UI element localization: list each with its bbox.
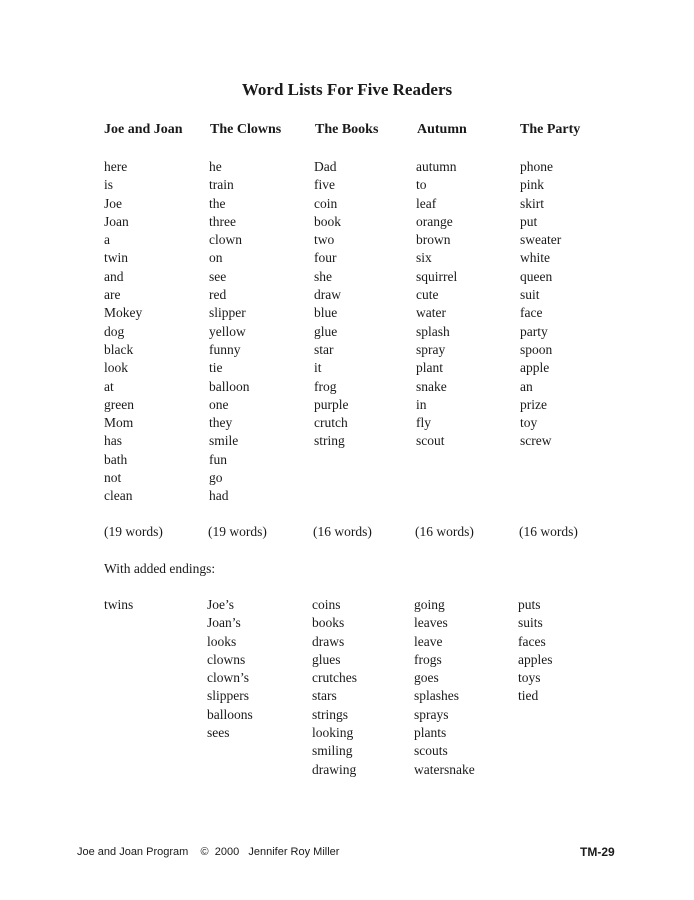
ending-word-item: slippers xyxy=(207,688,249,704)
ending-word-item: looks xyxy=(207,633,237,649)
ending-word-item: strings xyxy=(312,706,349,722)
ending-word-item: watersnake xyxy=(414,761,475,777)
word-item: red xyxy=(209,287,227,303)
ending-word-item: suits xyxy=(518,615,543,631)
word-item: orange xyxy=(416,213,453,229)
word-item: snake xyxy=(416,378,447,394)
word-item: three xyxy=(209,213,236,229)
footer-credit: Joe and Joan Program © 2000 Jennifer Roy Miller xyxy=(77,846,340,858)
ending-word-item: stars xyxy=(312,688,337,704)
ending-word-item: tied xyxy=(518,688,539,704)
word-item: Dad xyxy=(314,159,337,174)
word-item: spoon xyxy=(520,341,553,357)
word-item: a xyxy=(104,232,110,248)
word-item: go xyxy=(209,470,223,486)
word-item: star xyxy=(314,341,334,357)
word-item: crutch xyxy=(314,415,348,431)
word-item: see xyxy=(209,268,227,284)
ending-word-item: goes xyxy=(414,670,439,686)
word-item: he xyxy=(209,159,222,174)
word-item: green xyxy=(104,396,134,412)
word-list-the-clowns xyxy=(209,158,313,506)
page-title: Word Lists For Five Readers xyxy=(241,80,453,99)
word-item: Mom xyxy=(104,415,134,431)
ending-word-item: looking xyxy=(312,725,354,741)
word-item: frog xyxy=(314,378,337,394)
word-item: Joan xyxy=(104,213,129,229)
ending-word-item: clown’s xyxy=(207,670,249,686)
word-item: one xyxy=(209,396,229,412)
word-item: squirrel xyxy=(416,268,458,284)
word-item: six xyxy=(416,250,432,266)
word-item: autumn xyxy=(416,159,457,174)
word-item: funny xyxy=(209,341,241,357)
column-header-the-party: The Party xyxy=(520,122,581,137)
word-item: has xyxy=(104,433,122,449)
ending-word-item: books xyxy=(312,615,345,631)
word-item: string xyxy=(314,433,345,449)
word-item: skirt xyxy=(520,195,545,211)
word-item: it xyxy=(314,360,322,376)
column-header-the-clowns: The Clowns xyxy=(210,122,282,137)
word-list-the-books xyxy=(314,158,418,451)
ending-word-item: faces xyxy=(518,633,546,649)
word-list-joe-and-joan xyxy=(104,158,208,506)
word-item: at xyxy=(104,378,114,394)
word-item: purple xyxy=(314,396,349,412)
word-item: queen xyxy=(520,268,553,284)
word-item: train xyxy=(209,177,234,193)
ending-word-item: sprays xyxy=(414,706,449,722)
word-item: splash xyxy=(416,323,450,339)
column-header-the-books: The Books xyxy=(315,122,379,137)
word-item: plant xyxy=(416,360,443,376)
word-item: look xyxy=(104,360,129,376)
word-item: blue xyxy=(314,305,338,321)
word-item: prize xyxy=(520,396,547,412)
word-item: put xyxy=(520,213,538,229)
word-item: Mokey xyxy=(104,305,143,321)
ending-word-item: balloons xyxy=(207,706,253,722)
word-item: water xyxy=(416,305,446,321)
ending-word-item: twins xyxy=(104,597,134,612)
word-item: sweater xyxy=(520,232,562,248)
ending-word-item: toys xyxy=(518,670,541,686)
word-item: face xyxy=(520,305,543,321)
word-item: on xyxy=(209,250,223,266)
ending-word-item: drawing xyxy=(312,761,357,777)
ending-word-item: smiling xyxy=(312,743,353,759)
word-count-autumn: (16 words) xyxy=(415,524,474,539)
word-item: leaf xyxy=(416,195,437,211)
ending-word-item: Joan’s xyxy=(207,615,241,631)
ending-word-item: glues xyxy=(312,651,341,667)
ending-word-item: splashes xyxy=(414,688,459,704)
endings-label: With added endings: xyxy=(104,561,216,576)
word-item: white xyxy=(520,250,550,266)
word-item: yellow xyxy=(209,323,246,339)
word-item: dog xyxy=(104,323,125,339)
endings-list-joe-and-joan xyxy=(104,596,208,614)
ending-word-item: coins xyxy=(312,597,341,612)
word-item: tie xyxy=(209,360,223,376)
word-item: balloon xyxy=(209,378,250,394)
word-list-the-party xyxy=(520,158,624,451)
word-item: clown xyxy=(209,232,242,248)
word-item: four xyxy=(314,250,337,266)
ending-word-item: scouts xyxy=(414,743,448,759)
endings-list-the-clowns xyxy=(207,596,311,742)
ending-word-item: clowns xyxy=(207,651,246,667)
word-item: coin xyxy=(314,195,338,211)
page-number: TM-29 xyxy=(580,845,615,859)
word-item: smile xyxy=(209,433,239,449)
word-item: to xyxy=(416,177,427,193)
endings-list-autumn xyxy=(414,596,518,779)
word-item: in xyxy=(416,396,427,412)
word-item: phone xyxy=(520,159,553,174)
word-item: slipper xyxy=(209,305,246,321)
word-item: fly xyxy=(416,415,431,431)
ending-word-item: plants xyxy=(414,725,447,741)
word-item: draw xyxy=(314,287,341,303)
word-item: scout xyxy=(416,433,445,449)
word-item: she xyxy=(314,268,332,284)
word-item: apple xyxy=(520,360,550,376)
word-item: they xyxy=(209,415,233,431)
word-item: here xyxy=(104,159,128,174)
word-count-the-party: (16 words) xyxy=(519,524,578,539)
word-item: and xyxy=(104,268,124,284)
word-item: is xyxy=(104,177,114,193)
ending-word-item: sees xyxy=(207,725,230,741)
word-item: suit xyxy=(520,287,540,303)
word-item: clean xyxy=(104,488,133,504)
word-count-the-books: (16 words) xyxy=(313,524,372,539)
word-item: are xyxy=(104,287,121,303)
word-item: black xyxy=(104,341,134,357)
column-header-joe-and-joan: Joe and Joan xyxy=(104,122,183,137)
word-item: cute xyxy=(416,287,439,303)
word-item: book xyxy=(314,213,341,229)
word-item: five xyxy=(314,177,335,193)
word-item: bath xyxy=(104,451,128,467)
word-item: party xyxy=(520,323,548,339)
word-item: toy xyxy=(520,415,538,431)
word-item: pink xyxy=(520,177,545,193)
endings-list-the-books xyxy=(312,596,416,779)
word-item: had xyxy=(209,488,229,504)
ending-word-item: leaves xyxy=(414,615,448,631)
ending-word-item: going xyxy=(414,597,445,612)
word-list-autumn xyxy=(416,158,520,451)
word-item: two xyxy=(314,232,335,248)
word-item: the xyxy=(209,195,226,211)
word-item: an xyxy=(520,378,533,394)
ending-word-item: puts xyxy=(518,597,541,612)
ending-word-item: crutches xyxy=(312,670,357,686)
word-item: twin xyxy=(104,250,129,266)
ending-word-item: leave xyxy=(414,633,443,649)
word-item: brown xyxy=(416,232,451,248)
ending-word-item: Joe’s xyxy=(207,597,234,612)
ending-word-item: draws xyxy=(312,633,345,649)
word-count-joe-and-joan: (19 words) xyxy=(104,524,163,539)
endings-list-the-party xyxy=(518,596,622,706)
word-item: Joe xyxy=(104,195,122,211)
ending-word-item: apples xyxy=(518,651,553,667)
word-item: fun xyxy=(209,451,227,467)
word-item: screw xyxy=(520,433,552,449)
word-count-the-clowns: (19 words) xyxy=(208,524,267,539)
word-item: not xyxy=(104,470,122,486)
ending-word-item: frogs xyxy=(414,651,442,667)
word-item: glue xyxy=(314,323,338,339)
word-item: spray xyxy=(416,341,446,357)
column-header-autumn: Autumn xyxy=(417,122,467,137)
